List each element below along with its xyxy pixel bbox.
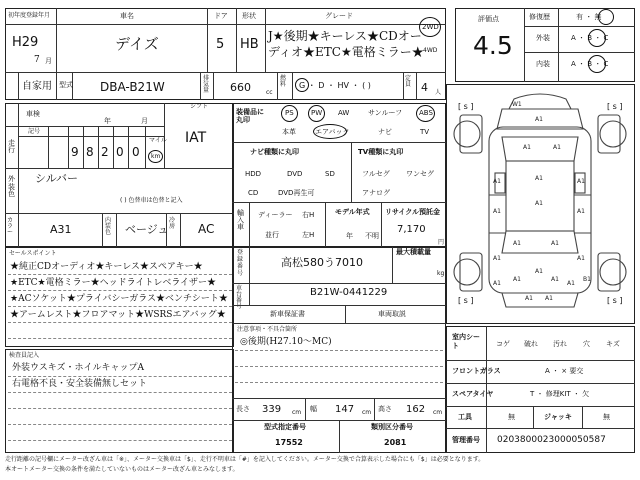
dvd-play-option: DVD再生可 bbox=[278, 189, 315, 197]
damage-code-3: A1 bbox=[523, 144, 531, 151]
height-value: 162 bbox=[406, 404, 426, 415]
color-note: ( ) 色替車は色替と記入 bbox=[120, 197, 183, 204]
aw-option: AW bbox=[338, 109, 350, 117]
mgmt-number: 0203800023000050587 bbox=[497, 435, 606, 445]
shift-value: IAT bbox=[185, 130, 207, 146]
kg-unit: kg bbox=[437, 270, 445, 277]
class-value: 2081 bbox=[384, 438, 407, 447]
damage-code-13: A1 bbox=[493, 255, 501, 262]
door-label: ドア bbox=[214, 12, 228, 20]
mgmt-label: 管理番号 bbox=[452, 436, 480, 444]
hole-option: 穴 bbox=[583, 340, 590, 348]
right-hand-option: 右H bbox=[302, 211, 315, 219]
stain-option: 汚れ bbox=[553, 340, 567, 348]
tv-header: TV種類に丸印 bbox=[358, 148, 404, 156]
tear-option: 破れ bbox=[524, 340, 538, 348]
warranty-label: 新車保証書 bbox=[270, 310, 305, 318]
glass-value: A ・ × 要交 bbox=[545, 367, 584, 375]
airbag-circle bbox=[313, 124, 350, 139]
hdd-option: HDD bbox=[245, 170, 262, 178]
model-label: 型式 bbox=[59, 81, 73, 89]
capacity: 4 bbox=[421, 81, 428, 94]
disp-label: 排気量 bbox=[203, 75, 210, 94]
color-value: シルバー bbox=[35, 172, 78, 185]
modelyear-unit: 年 bbox=[346, 232, 353, 240]
damage-code-6: A1 bbox=[577, 178, 585, 185]
repair-label: 修復歴 bbox=[529, 13, 550, 21]
dealer-option: ディーラー bbox=[258, 211, 293, 219]
damage-code-7: A1 bbox=[535, 175, 543, 182]
damage-code-21: A1 bbox=[525, 295, 533, 302]
jack-label: ジャッキ bbox=[544, 413, 572, 421]
ext-label: 外装 bbox=[536, 34, 550, 42]
vin-label: 車台番号 bbox=[236, 285, 243, 310]
parallel-option: 並行 bbox=[265, 231, 279, 239]
int-options: A ・ B ・ C bbox=[571, 60, 609, 68]
typecert-label: 型式指定番号 bbox=[264, 423, 306, 431]
color-code: A31 bbox=[50, 223, 72, 236]
shift-label: シフト bbox=[190, 103, 209, 110]
damage-code-10: A1 bbox=[577, 208, 585, 215]
mileage-digit-3: 2 bbox=[101, 145, 109, 159]
cd-option: CD bbox=[248, 189, 259, 197]
tools-label: 工具 bbox=[458, 413, 472, 421]
width-value: 147 bbox=[335, 404, 355, 415]
damage-code-18: A1 bbox=[551, 276, 559, 283]
damage-code-9: A1 bbox=[493, 208, 501, 215]
height-label: 高さ bbox=[378, 405, 392, 413]
inspect-label: 車検 bbox=[26, 110, 40, 118]
shape: HB bbox=[240, 37, 259, 52]
reg-year: H29 bbox=[12, 35, 39, 50]
recycle-label: リサイクル預託金 bbox=[385, 208, 441, 216]
sales-header: セールスポイント bbox=[9, 250, 57, 257]
color-label: 外装色 bbox=[8, 175, 15, 199]
mileage-digit-2: 8 bbox=[86, 145, 94, 159]
damage-diagram bbox=[446, 84, 635, 324]
unknown-option: 不明 bbox=[365, 232, 379, 240]
bracket-br: [ s ] bbox=[607, 296, 623, 305]
damage-code-14: A1 bbox=[577, 255, 585, 262]
ac-label: 冷房 bbox=[169, 217, 176, 230]
score-label: 評価点 bbox=[478, 15, 499, 23]
colorcode-label: カラー bbox=[7, 217, 14, 236]
tv-option: TV bbox=[420, 128, 430, 136]
damage-code-12: A1 bbox=[551, 240, 559, 247]
damage-code-19: A1 bbox=[493, 280, 501, 287]
use-type: 自家用 bbox=[22, 81, 52, 92]
note-label: 記号 bbox=[28, 128, 41, 135]
notes-header: 注意事項・不具合箇所 bbox=[237, 326, 298, 333]
car-label: 車名 bbox=[120, 12, 134, 20]
interior-label: 室内シート bbox=[452, 333, 480, 351]
month-unit: 月 bbox=[45, 57, 52, 65]
mile-unit: マイル bbox=[149, 137, 167, 144]
grade-label: グレード bbox=[325, 12, 353, 20]
bracket-bl: [ s ] bbox=[458, 296, 474, 305]
length-cm: cm bbox=[292, 409, 302, 416]
displacement: 660 bbox=[230, 81, 251, 94]
fuel-label: 燃料 bbox=[280, 75, 287, 88]
dvd-option: DVD bbox=[287, 170, 303, 178]
navi-header: ナビ種類に丸印 bbox=[250, 148, 299, 156]
km-unit: km bbox=[151, 153, 161, 160]
plate-value: 高松580う7010 bbox=[281, 256, 363, 269]
spare-value: T ・ 修理KIT ・ 欠 bbox=[530, 390, 590, 398]
length-value: 339 bbox=[262, 404, 282, 415]
damage-code-4: A1 bbox=[553, 144, 561, 151]
mileage-digit-5: 0 bbox=[132, 145, 140, 159]
yen-unit: 円 bbox=[438, 239, 445, 246]
int-color: ベージュ bbox=[125, 223, 169, 236]
reg-month: 7 bbox=[34, 55, 40, 65]
navi-option: ナビ bbox=[378, 128, 392, 136]
sunroof-option: サンルーフ bbox=[368, 109, 403, 117]
damage-code-11: A1 bbox=[513, 240, 521, 247]
sales-point-4: ★アームレスト★フロアマット★WSRSエアバッグ★ bbox=[10, 310, 226, 320]
damage-code-8: A1 bbox=[535, 200, 543, 207]
inspector-header: 検査員記入 bbox=[9, 352, 40, 359]
grade-line2: ディオ★ETC★電格ミラー★ bbox=[268, 45, 424, 59]
bracket-tl: [ s ] bbox=[458, 102, 474, 111]
ext-circle bbox=[588, 29, 606, 47]
sales-point-3: ★ACソケット★プライバシーガラス★ベンチシート★ bbox=[10, 294, 228, 304]
leather-option: 本革 bbox=[282, 128, 296, 136]
length-label: 長さ bbox=[236, 405, 250, 413]
damage-code-2: A1 bbox=[535, 116, 543, 123]
vin-value: B21W-0441229 bbox=[310, 287, 388, 298]
scratch-option: キズ bbox=[606, 340, 620, 348]
intcolor-label: 内装色 bbox=[105, 217, 112, 236]
mileage-digit-4: 0 bbox=[116, 145, 124, 159]
footer-note-1: 走行距離の記号欄にメーター改ざん車は「※」、メーター交換車は「$」、走行不明車は「#」を記入してください。メーター交換で合算表示した場合にも「$」は必要となります。 bbox=[5, 456, 485, 463]
score-value: 4.5 bbox=[473, 31, 513, 60]
damage-code-15: A1 bbox=[535, 268, 543, 275]
inspector-note-2: 右電格不良・安全装備無しセット bbox=[12, 379, 148, 389]
cc-unit: cc bbox=[266, 89, 273, 96]
glass-label: フロントガラス bbox=[452, 367, 501, 375]
fuel-options: G ・ D ・ HV ・ ( ) bbox=[299, 81, 371, 90]
recycle-value: 7,170 bbox=[397, 224, 426, 235]
month-unit-2: 月 bbox=[141, 117, 148, 125]
equip-label: 装備品に丸印 bbox=[236, 108, 264, 125]
width-cm: cm bbox=[362, 409, 372, 416]
int-circle bbox=[588, 55, 606, 73]
damage-code-17: A1 bbox=[513, 276, 521, 283]
plate-label: 登録番号 bbox=[237, 249, 244, 277]
bracket-tr: [ s ] bbox=[607, 102, 623, 111]
modelyear-label: モデル年式 bbox=[335, 208, 370, 216]
width-label: 幅 bbox=[310, 405, 317, 413]
year-unit: 年 bbox=[104, 117, 111, 125]
sd-option: SD bbox=[325, 170, 335, 178]
sales-point-2: ★ETC★電格ミラー★ヘッドライトレベライザー★ bbox=[10, 278, 217, 288]
damage-code-22: A1 bbox=[545, 295, 553, 302]
damage-code-16: B1 bbox=[583, 276, 591, 283]
manual-label: 車両取説 bbox=[378, 310, 406, 318]
cap-label: 定員 bbox=[405, 75, 412, 88]
sales-point-1: ★純正CDオーディオ★キーレス★スペアキー★ bbox=[10, 262, 203, 272]
height-cm: cm bbox=[433, 409, 443, 416]
car-name: デイズ bbox=[115, 35, 159, 53]
left-hand-option: 左H bbox=[302, 231, 315, 239]
ps-option: PS bbox=[285, 109, 294, 117]
loadcap-label: 最大積載量 bbox=[396, 248, 431, 256]
spare-label: スペアタイヤ bbox=[452, 390, 494, 398]
doors: 5 bbox=[216, 37, 225, 52]
drive-2wd: 2WD bbox=[422, 23, 439, 31]
ext-options: A ・ B ・ C bbox=[571, 34, 609, 42]
note-1: ◎後期(H27.10〜MC) bbox=[240, 337, 332, 347]
jack-value: 無 bbox=[603, 413, 610, 421]
int-label: 内装 bbox=[536, 60, 550, 68]
oneseg-option: ワンセグ bbox=[406, 170, 434, 178]
damage-code-5: A1 bbox=[493, 178, 501, 185]
footer-note-2: 本オートメーター交換の条件を満たしていないものはメーター改ざん車とみなします。 bbox=[5, 466, 239, 473]
typecert-value: 17552 bbox=[275, 438, 303, 447]
ac-value: AC bbox=[198, 222, 215, 236]
mileage-label: 走行 bbox=[8, 139, 15, 154]
reg-label: 初年度登録年月 bbox=[8, 12, 51, 19]
mileage-digit-1: 9 bbox=[71, 145, 79, 159]
fullseg-option: フルセグ bbox=[362, 170, 390, 178]
pw-option: PW bbox=[311, 109, 323, 117]
drive-4wd: 4WD bbox=[423, 47, 438, 54]
class-label: 類別区分番号 bbox=[371, 423, 413, 431]
repair-options: 有 ・ 無 bbox=[576, 13, 602, 21]
airbag-option: エアバック bbox=[315, 128, 350, 136]
tools-value: 無 bbox=[508, 413, 515, 421]
abs-option: ABS bbox=[419, 109, 433, 117]
damage-code-20: A1 bbox=[567, 280, 575, 287]
model: DBA-B21W bbox=[100, 80, 165, 94]
inspector-note-1: 外装ウスキズ・ホイルキャップA bbox=[12, 363, 145, 373]
grade-line1: J★後期★キーレス★CDオー bbox=[268, 29, 422, 43]
damage-code-1: W1 bbox=[512, 101, 522, 108]
persons-unit: 人 bbox=[435, 89, 442, 96]
car-diagram-svg bbox=[447, 85, 633, 322]
burn-option: コゲ bbox=[496, 340, 510, 348]
analog-option: アナログ bbox=[362, 189, 390, 197]
shape-label: 形状 bbox=[242, 12, 256, 20]
import-label: 輸入車 bbox=[237, 209, 244, 231]
repair-circle bbox=[598, 9, 614, 25]
